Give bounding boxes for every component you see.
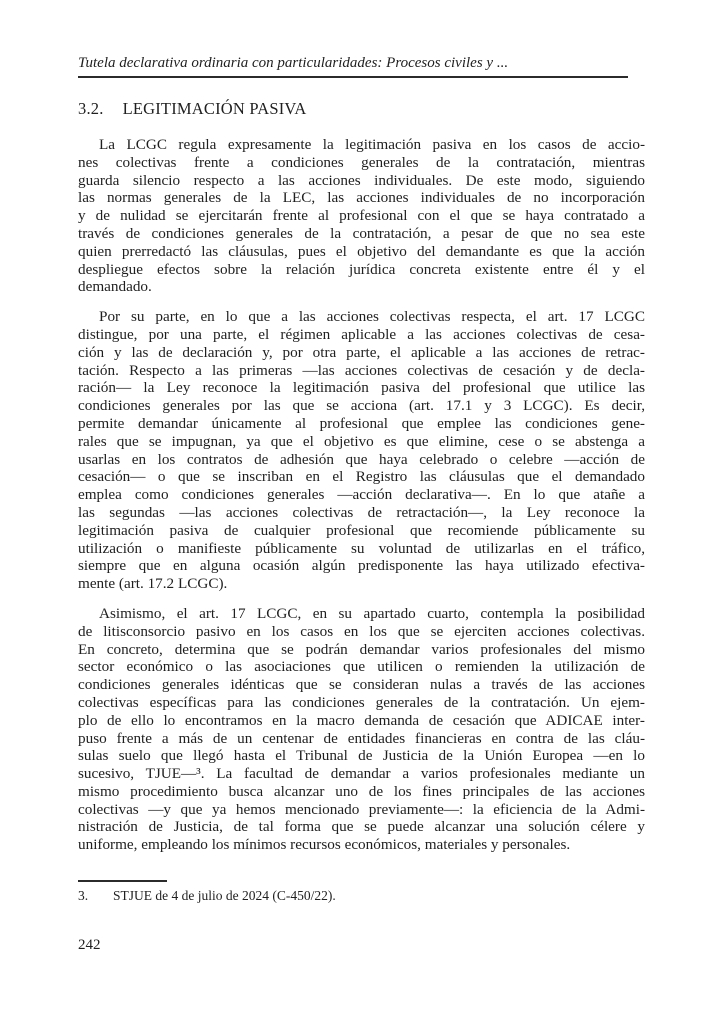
paragraph-line: despliegue efectos sobre la relación jurídica concreta existente entre él y el [78,260,645,278]
section-title: LEGITIMACIÓN PASIVA [122,99,307,118]
paragraph-line: nes colectivas frente a condiciones generales de la contratación, mientras [78,153,645,171]
paragraph-line: y de nulidad se ejercitarán frente al profesional con el que se haya contratado a [78,207,645,225]
paragraph-line: de litisconsorcio pasivo en los casos en los que se ejerciten acciones colectivas. [78,622,645,640]
paragraph-line: las segundas —las acciones colectivas de retractación—, la Ley reconoce la [78,503,645,521]
page-number: 242 [78,937,101,953]
paragraph-line: legitimación pasiva de cualquier profesional que recomiende públicamente su [78,521,645,539]
footnote-block [78,880,645,904]
paragraph-line: las normas generales de la LEC, las acciones individuales de no incorporación [78,189,645,207]
paragraph [78,136,645,296]
paragraph [78,605,645,854]
paragraph-line: mente (art. 17.2 LCGC). [78,575,228,593]
paragraph-line: distingue, por una parte, el régimen aplicable a las acciones colectivas de cesa- [78,325,645,343]
paragraph-line: mismo procedimiento busca alcanzar uno de los fines principales de las acciones [78,782,645,800]
body-paragraphs [78,136,645,854]
paragraph-line: Por su parte, en lo que a las acciones colectivas respecta, el art. 17 LCGC [99,308,645,326]
paragraph-line: nistración de Justicia, de tal forma que se puede alcanzar una solución célere y [78,818,645,836]
paragraph-line: colectivas —y que ya hemos mencionado previamente—: la eficiencia de la Admi- [78,800,645,818]
paragraph-line: usarlas en los contratos de adhesión que haya celebrado o celebre —acción de [78,450,645,468]
paragraph-line: sector económico o las asociaciones que utilicen o remienden la utilización de [78,658,645,676]
paragraph-line: colectivas específicas para las condiciones generales de la contratación. Un ejem- [78,693,645,711]
paragraph-line: demandado. [78,278,152,296]
paragraph-line: puso frente a más de un centenar de entidades financieras en contra de las cláu- [78,729,645,747]
footnote-text: STJUE de 4 de julio de 2024 (C-450/22). [113,888,336,903]
paragraph-line: guarda silencio respecto a las acciones individuales. De este modo, siguiendo [78,171,645,189]
paragraph-line: emplea como condiciones generales —acción declarativa—. En lo que atañe a [78,486,645,504]
paragraph-line: sucesivo, TJUE—³. La facultad de demandar a varios profesionales mediante un [78,765,645,783]
paragraph-line: siempre que en alguna ocasión algún predisponente las haya utilizado efectiva- [78,557,645,575]
paragraph-line: Asimismo, el art. 17 LCGC, en su apartado cuarto, contempla la posibilidad [99,604,645,622]
paragraph-line: rales que se impugnan, ya que el objetivo es que elimine, cese o se abstenga a [78,432,645,450]
paragraph-line: plo de ello lo encontramos en la macro demanda de cesación que ADICAE inter- [78,711,645,729]
footnote [78,888,645,904]
section-number: 3.2. [78,99,104,118]
paragraph-line: permite demandar únicamente al profesional que emplee las condiciones gene- [78,414,645,432]
section-heading [78,100,307,118]
paragraph-line: condiciones generales idénticas que se consideran nulas a través de las acciones [78,676,645,694]
footnote-number: 3. [78,888,89,903]
paragraph [78,308,645,593]
paragraph-line: La LCGC regula expresamente la legitimación pasiva en los casos de accio- [99,136,645,153]
paragraph-line: uniforme, empleando los mínimos recursos económicos, materiales y personales. [78,836,571,854]
paragraph-line: través de condiciones generales de la contratación, a pesar de que no sea este [78,224,645,242]
paragraph-line: cesación— o que se inscriban en el Registro las cláusulas que el demandado [78,468,645,486]
footnote-rule [78,880,167,882]
paragraph-line: quien prerredactó las cláusulas, pues el objetivo del demandante es que la acción [78,242,645,260]
paragraph-line: ración— la Ley reconoce la legitimación pasiva del profesional que utilice las [78,379,645,397]
running-header [78,55,628,78]
paragraph-line: En concreto, determina que se podrán demandar varios profesionales del mismo [78,640,645,658]
paragraph-line: condiciones generales por las que se acciona (art. 17.1 y 3 LCGC). Es decir, [78,397,645,415]
paragraph-line: utilización o manifieste públicamente su voluntad de utilizarlas en el tráfico, [78,539,645,557]
paragraph-line: tación. Respecto a las primeras —las acciones colectivas de cesación y de decla- [78,361,645,379]
running-header-text: Tutela declarativa ordinaria con particularidades: Procesos civiles y ... [78,55,509,71]
paragraph-line: ción y las de declaración y, por otra parte, el aplicable a las acciones de retrac- [78,343,645,361]
paragraph-line: sulas suelo que llegó hasta el Tribunal de Justicia de la Unión Europea —en lo [78,747,645,765]
